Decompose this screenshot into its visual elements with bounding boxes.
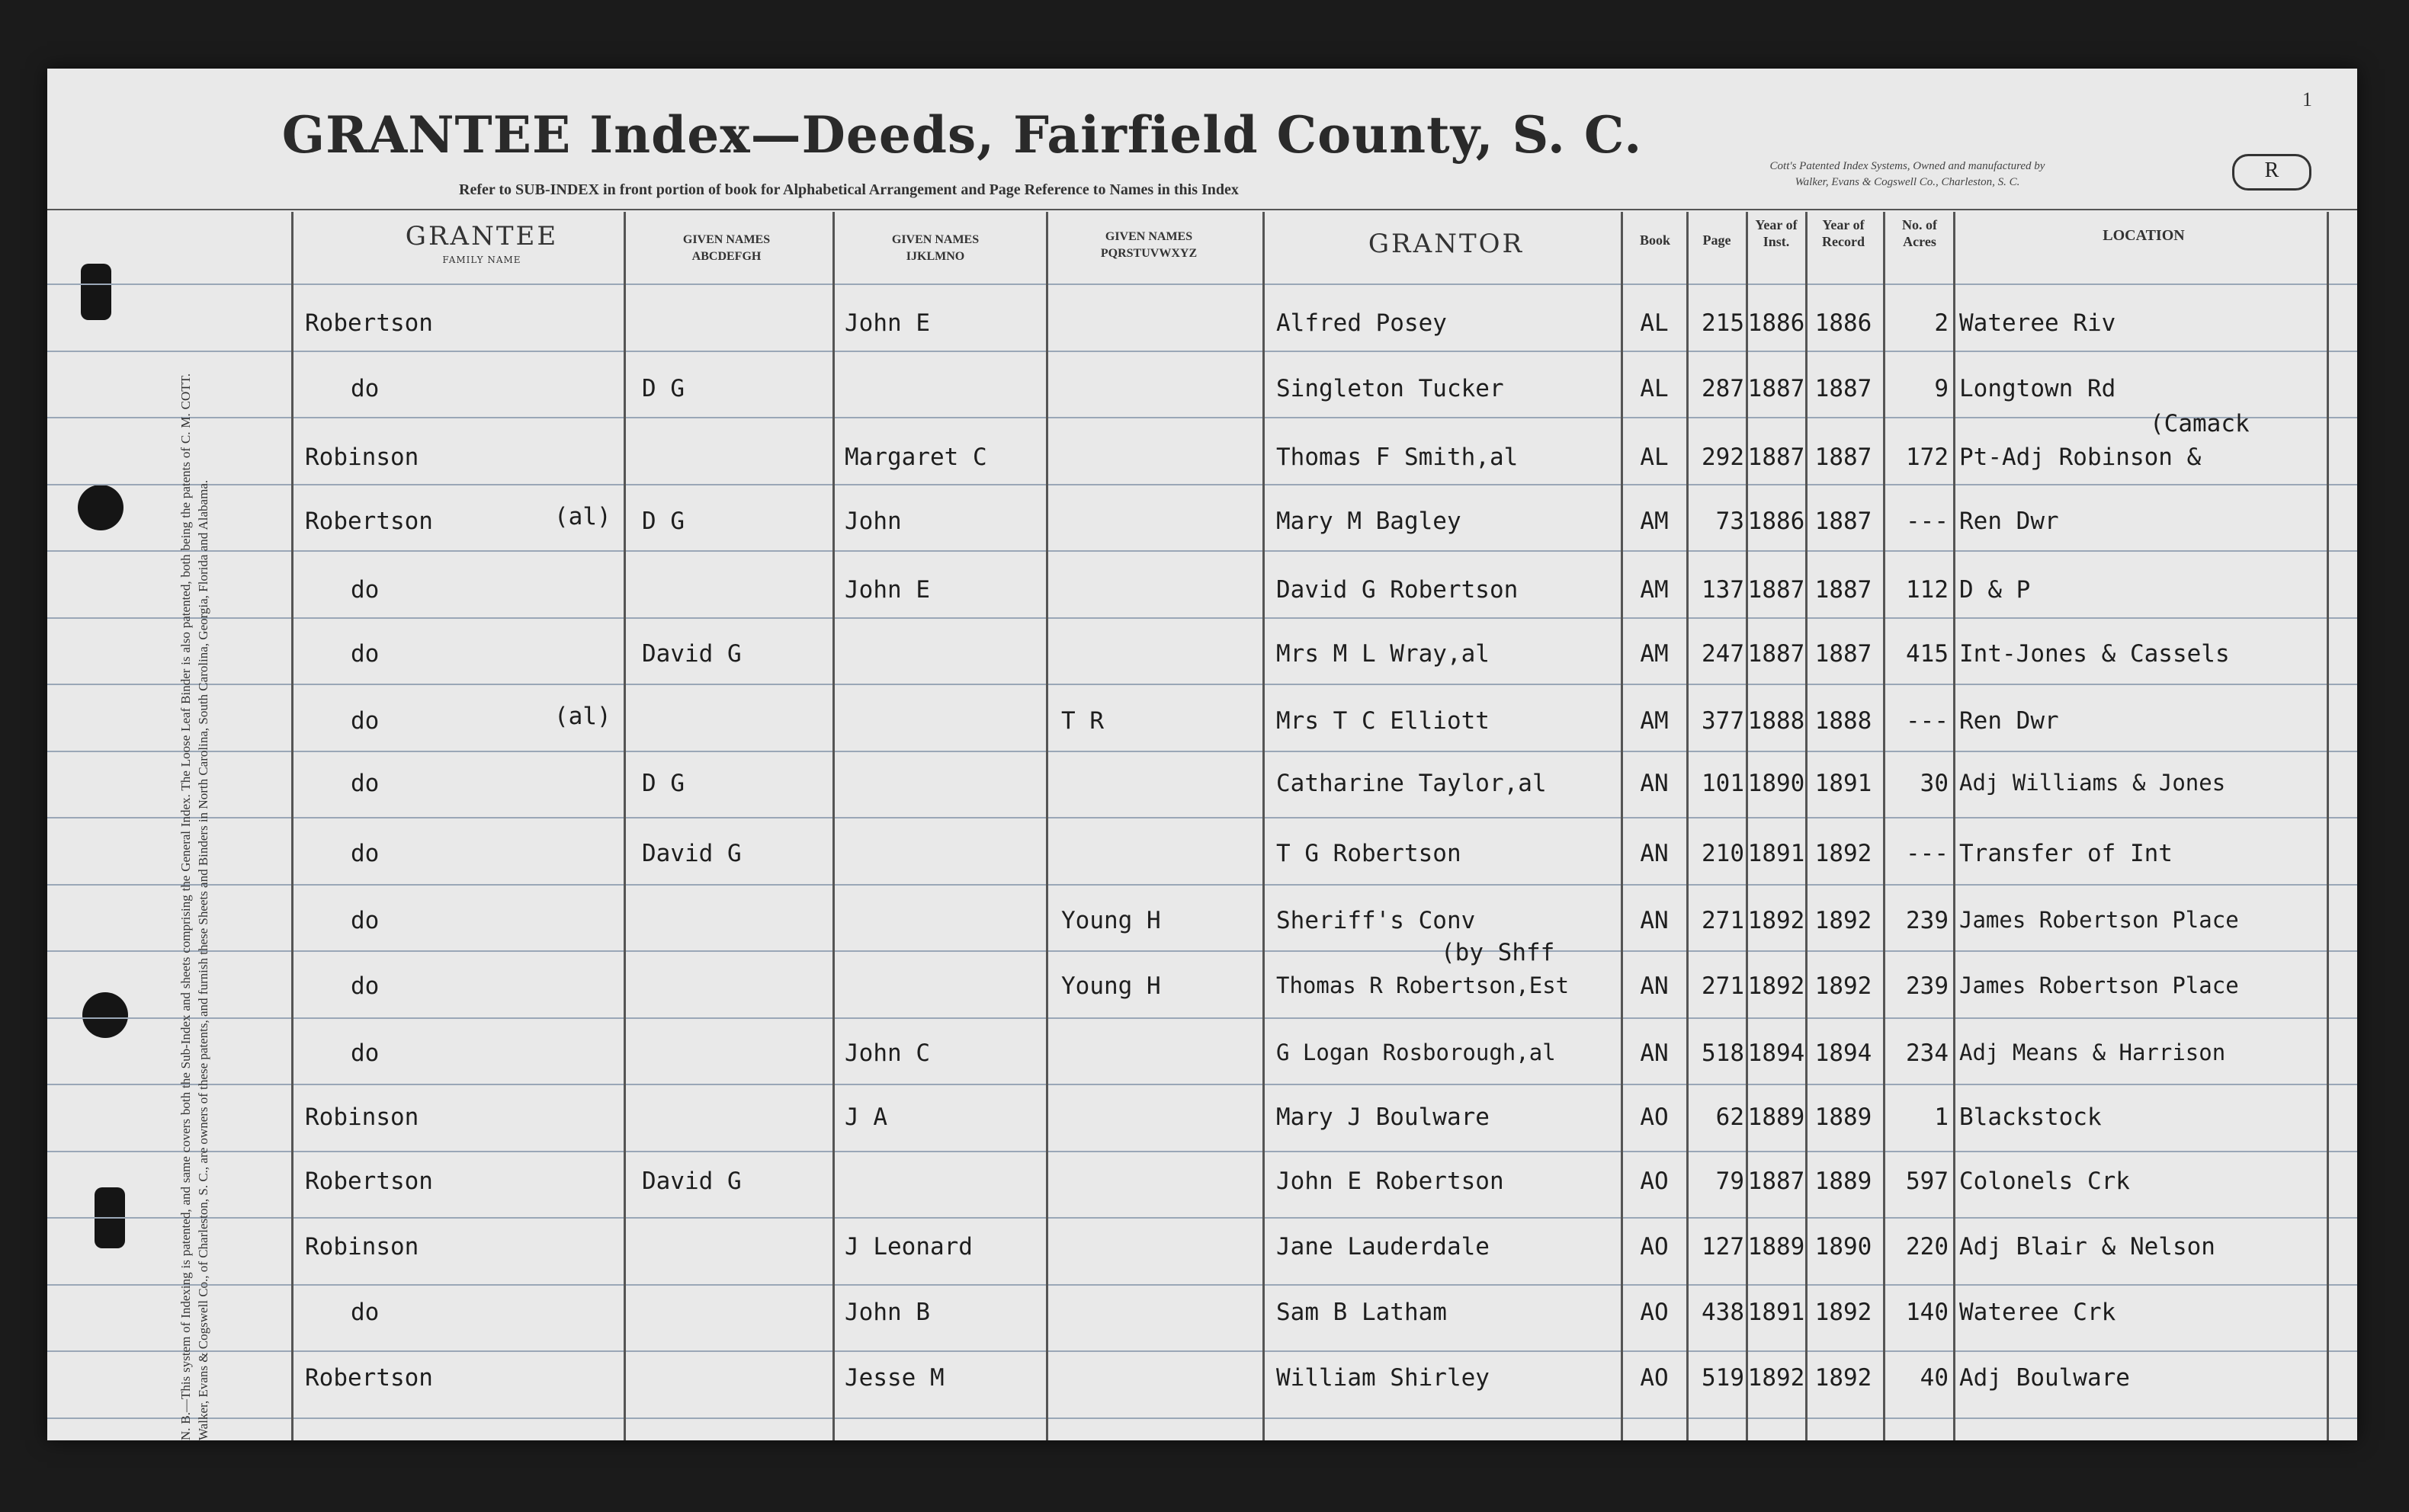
year-inst-value: 1887	[1747, 444, 1805, 471]
acres-value: 415	[1906, 640, 1949, 668]
year-record-value: 1892	[1814, 972, 1872, 1000]
book-value: AL	[1640, 309, 1669, 337]
year-inst-value: 1889	[1747, 1104, 1805, 1131]
page-value: 292	[1702, 444, 1744, 471]
grantor-name: Thomas R Robertson,Est	[1276, 972, 1570, 998]
grantor-name: G Logan Rosborough,al	[1276, 1040, 1556, 1065]
ruled-line	[47, 351, 2357, 352]
book-value: AM	[1640, 508, 1669, 535]
ruled-line	[47, 1084, 2357, 1085]
page-value: 518	[1702, 1040, 1744, 1067]
given-name-a-h: David G	[642, 1168, 742, 1195]
year-record-value: 1887	[1814, 444, 1872, 471]
location-value: Adj Boulware	[1959, 1364, 2130, 1392]
given-names-range: ABCDEFGH	[691, 250, 762, 263]
year-record-value: 1892	[1814, 840, 1872, 867]
grantee-family-name: Robinson	[305, 1233, 419, 1261]
acres-value: 220	[1906, 1233, 1949, 1261]
grantee-family-name: Robertson	[305, 1168, 433, 1195]
page-value: 101	[1702, 770, 1744, 797]
grantor-name: Thomas F Smith,al	[1276, 444, 1519, 471]
acres-column-header: No. of Acres	[1902, 217, 1937, 249]
book-column-header: Book	[1639, 232, 1671, 248]
book-value: AO	[1640, 1299, 1669, 1326]
location-value: Transfer of Int	[1959, 840, 2173, 867]
ruled-line	[47, 950, 2357, 952]
given-names-header-i-o	[832, 232, 1038, 265]
year-record-value: 1889	[1814, 1168, 1872, 1195]
ruled-line	[47, 1017, 2357, 1019]
year-inst-value: 1890	[1747, 770, 1805, 797]
grantor-continuation-note: (by Shff	[1441, 939, 1555, 966]
book-value: AL	[1640, 375, 1669, 402]
binder-slot-top	[81, 264, 111, 320]
ruled-line	[47, 884, 2357, 886]
book-value: AN	[1640, 1040, 1669, 1067]
given-name-a-h: D G	[642, 375, 685, 402]
grantor-name: T G Robertson	[1276, 840, 1461, 867]
grantor-name: Sheriff's Conv	[1276, 907, 1476, 934]
patent-side-note: N. B.—This system of Indexing is patented, and same covers both the Sub-Index and sheets comprising the General Index. The Loose Leaf Binder is also patented, both being the patents of C. M. COTT. Walker, Evans & Cogswell Co., of Charleston, S. C., are owners of these patents, and furnish these Sheets and Binders in North Carolina, South Carolina, Georgia, Florida and Alabama.	[178, 373, 210, 1440]
location-value: James Robertson Place	[1959, 907, 2239, 933]
page-value: 79	[1715, 1168, 1744, 1195]
year-inst-value: 1891	[1747, 840, 1805, 867]
manufacturer-note	[1663, 159, 2151, 191]
acres-value: 234	[1906, 1040, 1949, 1067]
year-inst-value: 1887	[1747, 375, 1805, 402]
grantor-name: Jane Lauderdale	[1276, 1233, 1490, 1261]
acres-value: ---	[1906, 508, 1949, 535]
ruled-line	[47, 1217, 2357, 1219]
year-inst-value: 1886	[1747, 508, 1805, 535]
page-value: 271	[1702, 972, 1744, 1000]
acres-value: 1	[1934, 1104, 1949, 1131]
page-value: 377	[1702, 707, 1744, 735]
manufacturer-line-2: Walker, Evans & Cogswell Co., Charleston, S. C.	[1795, 176, 2020, 188]
book-value: AM	[1640, 707, 1669, 735]
page-value: 127	[1702, 1233, 1744, 1261]
year-inst-value: 1886	[1747, 309, 1805, 337]
location-value: Wateree Crk	[1959, 1299, 2116, 1326]
header-top-rule	[47, 209, 2357, 210]
grantor-name: Sam B Latham	[1276, 1299, 1447, 1326]
grantee-family-name: do	[351, 707, 380, 735]
grantee-family-note: (al)	[554, 703, 611, 730]
location-value: Ren Dwr	[1959, 707, 2059, 735]
page-number: 1	[2302, 88, 2312, 111]
given-name-p-z: Young H	[1061, 972, 1161, 1000]
index-tab-letter: R	[2232, 154, 2311, 191]
location-value: Adj Williams & Jones	[1959, 770, 2226, 796]
year-record-value: 1892	[1814, 1299, 1872, 1326]
given-name-a-h: D G	[642, 508, 685, 535]
year-record-value: 1887	[1814, 640, 1872, 668]
acres-value: ---	[1906, 840, 1949, 867]
location-value: Blackstock	[1959, 1104, 2102, 1131]
location-value: D & P	[1959, 576, 2031, 604]
column-divider	[291, 212, 294, 1440]
year-inst-value: 1888	[1747, 707, 1805, 735]
acres-value: 239	[1906, 907, 1949, 934]
page-value: 73	[1715, 508, 1744, 535]
given-names-range: PQRSTUVWXYZ	[1100, 247, 1198, 260]
ruled-line	[47, 417, 2357, 418]
grantor-name: William Shirley	[1276, 1364, 1490, 1392]
location-value: Pt-Adj Robinson &	[1959, 444, 2202, 471]
location-continuation-note: (Camack	[2150, 410, 2250, 437]
book-value: AN	[1640, 770, 1669, 797]
grantee-family-name: Robertson	[305, 508, 433, 535]
year-record-value: 1886	[1814, 309, 1872, 337]
grantee-family-name: do	[351, 907, 380, 934]
page-value: 519	[1702, 1364, 1744, 1392]
given-name-i-o: John E	[845, 576, 930, 604]
ruled-line	[47, 484, 2357, 485]
year-record-value: 1892	[1814, 907, 1872, 934]
index-sheet	[47, 69, 2357, 1440]
column-divider	[1262, 212, 1265, 1440]
grantee-family-name: do	[351, 972, 380, 1000]
given-names-label: GIVEN NAMES	[1105, 230, 1193, 243]
location-value: James Robertson Place	[1959, 972, 2239, 998]
page-value: 137	[1702, 576, 1744, 604]
year-inst-column-header: Year of Inst.	[1755, 217, 1798, 249]
given-name-i-o: J A	[845, 1104, 887, 1131]
grantee-family-name: Robertson	[305, 1364, 433, 1392]
location-value: Wateree Riv	[1959, 309, 2116, 337]
year-record-value: 1894	[1814, 1040, 1872, 1067]
given-name-i-o: John E	[845, 309, 930, 337]
given-names-label: GIVEN NAMES	[891, 233, 980, 246]
year-record-value: 1887	[1814, 375, 1872, 402]
year-record-value: 1889	[1814, 1104, 1872, 1131]
year-inst-value: 1891	[1747, 1299, 1805, 1326]
column-divider	[1621, 212, 1623, 1440]
year-inst-value: 1892	[1747, 907, 1805, 934]
year-inst-value: 1887	[1747, 576, 1805, 604]
grantee-family-note: (al)	[554, 503, 611, 530]
location-value: Ren Dwr	[1959, 508, 2059, 535]
ruled-line	[47, 284, 2357, 285]
book-value: AN	[1640, 840, 1669, 867]
grantee-family-name: do	[351, 576, 380, 604]
page-value: 210	[1702, 840, 1744, 867]
book-value: AO	[1640, 1104, 1669, 1131]
grantor-name: Alfred Posey	[1276, 309, 1447, 337]
page-column-header: Page	[1702, 232, 1731, 248]
ruled-line	[47, 617, 2357, 619]
given-name-a-h: D G	[642, 770, 685, 797]
ruled-line	[47, 1151, 2357, 1152]
acres-value: 30	[1920, 770, 1949, 797]
acres-value: 2	[1934, 309, 1949, 337]
grantor-name: Singleton Tucker	[1276, 375, 1504, 402]
grantor-name: Catharine Taylor,al	[1276, 770, 1547, 797]
location-value: Adj Blair & Nelson	[1959, 1233, 2215, 1261]
acres-value: 9	[1934, 375, 1949, 402]
given-name-p-z: T R	[1061, 707, 1104, 735]
given-names-header-p-z	[1046, 229, 1252, 262]
column-divider	[832, 212, 835, 1440]
year-record-value: 1890	[1814, 1233, 1872, 1261]
acres-value: 239	[1906, 972, 1949, 1000]
book-value: AN	[1640, 972, 1669, 1000]
given-names-range: IJKLMNO	[906, 250, 965, 263]
grantee-family-name: Robertson	[305, 309, 433, 337]
binder-hole-upper	[78, 485, 123, 530]
grantor-name: Mary M Bagley	[1276, 508, 1461, 535]
given-name-i-o: John B	[845, 1299, 930, 1326]
given-name-i-o: J Leonard	[845, 1233, 973, 1261]
location-column-header: LOCATION	[2103, 227, 2185, 244]
ruled-line	[47, 1418, 2357, 1419]
given-name-a-h: David G	[642, 840, 742, 867]
acres-value: ---	[1906, 707, 1949, 735]
grantor-name: Mrs M L Wray,al	[1276, 640, 1490, 668]
manufacturer-line-1: Cott's Patented Index Systems, Owned and manufactured by	[1769, 160, 2045, 172]
book-value: AM	[1640, 576, 1669, 604]
book-value: AL	[1640, 444, 1669, 471]
given-names-label: GIVEN NAMES	[682, 233, 771, 246]
year-inst-value: 1887	[1747, 1168, 1805, 1195]
book-value: AO	[1640, 1364, 1669, 1392]
page-value: 287	[1702, 375, 1744, 402]
sub-index-note: Refer to SUB-INDEX in front portion of book for Alphabetical Arrangement and Page Reference to Names in this Index	[459, 181, 1239, 198]
book-value: AN	[1640, 907, 1669, 934]
grantee-header-label: GRANTEE	[405, 221, 559, 251]
ruled-line	[47, 1350, 2357, 1352]
book-value: AO	[1640, 1168, 1669, 1195]
grantee-family-name: do	[351, 1040, 380, 1067]
ruled-line	[47, 1284, 2357, 1286]
acres-value: 140	[1906, 1299, 1949, 1326]
year-record-column-header: Year of Record	[1822, 217, 1865, 249]
given-name-a-h: David G	[642, 640, 742, 668]
ruled-line	[47, 817, 2357, 818]
given-names-header-a-h	[624, 232, 829, 265]
page-value: 438	[1702, 1299, 1744, 1326]
grantee-column-header	[291, 221, 672, 265]
grantee-family-name: do	[351, 840, 380, 867]
grantor-name: John E Robertson	[1276, 1168, 1504, 1195]
given-name-i-o: John C	[845, 1040, 930, 1067]
year-inst-value: 1889	[1747, 1233, 1805, 1261]
location-value: Longtown Rd	[1959, 375, 2116, 402]
grantor-column-header: GRANTOR	[1368, 229, 1525, 259]
grantee-family-name: Robinson	[305, 444, 419, 471]
grantor-name: David G Robertson	[1276, 576, 1519, 604]
location-value: Colonels Crk	[1959, 1168, 2130, 1195]
grantor-name: Mrs T C Elliott	[1276, 707, 1490, 735]
column-divider	[1046, 212, 1048, 1440]
year-inst-value: 1892	[1747, 972, 1805, 1000]
page-title: GRANTEE Index—Deeds, Fairfield County, S. C.	[281, 105, 1643, 165]
year-record-value: 1891	[1814, 770, 1872, 797]
year-record-value: 1887	[1814, 508, 1872, 535]
page-value: 215	[1702, 309, 1744, 337]
grantee-family-name: do	[351, 375, 380, 402]
year-inst-value: 1887	[1747, 640, 1805, 668]
acres-value: 40	[1920, 1364, 1949, 1392]
ruled-line	[47, 550, 2357, 552]
acres-value: 112	[1906, 576, 1949, 604]
book-value: AO	[1640, 1233, 1669, 1261]
page-value: 62	[1715, 1104, 1744, 1131]
location-value: Int-Jones & Cassels	[1959, 640, 2230, 668]
column-divider	[1953, 212, 1955, 1440]
given-name-i-o: John	[845, 508, 902, 535]
grantee-family-name: Robinson	[305, 1104, 419, 1131]
book-value: AM	[1640, 640, 1669, 668]
given-name-i-o: Jesse M	[845, 1364, 945, 1392]
family-name-sublabel: FAMILY NAME	[442, 255, 521, 265]
year-record-value: 1892	[1814, 1364, 1872, 1392]
year-record-value: 1887	[1814, 576, 1872, 604]
grantee-family-name: do	[351, 1299, 380, 1326]
given-name-p-z: Young H	[1061, 907, 1161, 934]
acres-value: 597	[1906, 1168, 1949, 1195]
year-inst-value: 1892	[1747, 1364, 1805, 1392]
given-name-i-o: Margaret C	[845, 444, 987, 471]
location-value: Adj Means & Harrison	[1959, 1040, 2226, 1065]
ruled-line	[47, 751, 2357, 752]
page-value: 271	[1702, 907, 1744, 934]
year-record-value: 1888	[1814, 707, 1872, 735]
binder-hole-lower	[82, 992, 128, 1038]
grantee-family-name: do	[351, 640, 380, 668]
page-value: 247	[1702, 640, 1744, 668]
year-inst-value: 1894	[1747, 1040, 1805, 1067]
grantee-family-name: do	[351, 770, 380, 797]
acres-value: 172	[1906, 444, 1949, 471]
grantor-name: Mary J Boulware	[1276, 1104, 1490, 1131]
ruled-line	[47, 684, 2357, 685]
